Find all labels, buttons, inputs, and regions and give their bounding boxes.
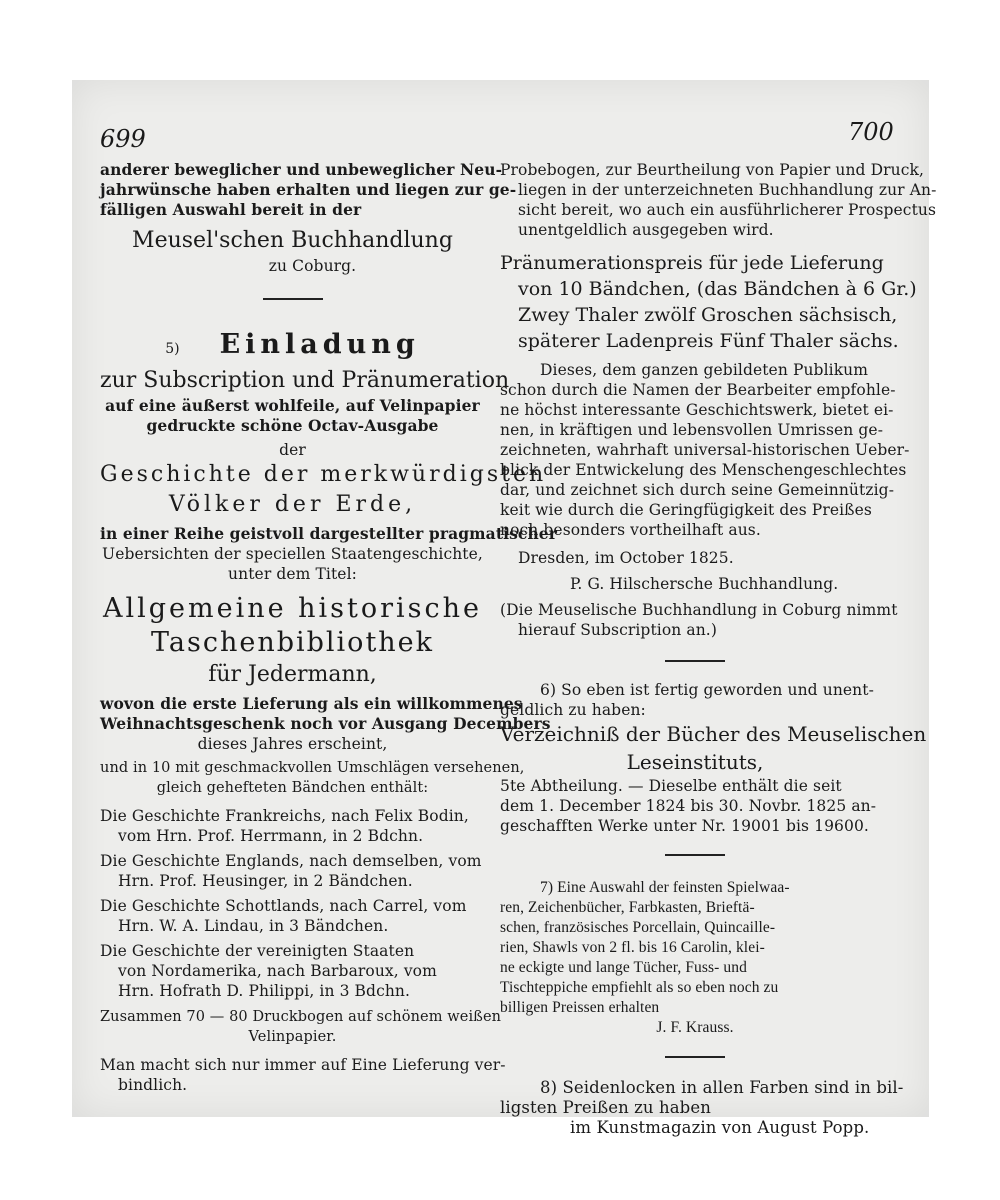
text-line: Probebogen, zur Beurtheilung von Papier und Druck, — [500, 161, 924, 179]
catalog-title-line-2: Leseinstituts, — [626, 750, 764, 774]
page-number-left: 699 — [100, 125, 146, 153]
section-title: Einladung — [219, 329, 420, 360]
subtitle: zur Subscription und Pränumeration — [100, 368, 510, 393]
text-line: Weihnachtsgeschenk noch vor Ausgang Decembers — [100, 714, 551, 733]
work-title-line-2: Völker der Erde, — [168, 492, 417, 517]
text-line: von Nordamerika, nach Barbaroux, vom — [118, 962, 437, 980]
text-line: noch besonders vortheilhaft aus. — [500, 521, 761, 539]
text-line: keit wie durch die Geringfügigkeit des Preißes — [500, 501, 872, 519]
text-line: ligsten Preißen zu haben — [500, 1098, 711, 1117]
text-line: blick der Entwickelung des Menschengeschlechtes — [500, 461, 907, 479]
text-line: nen, in kräftigen und lebensvollen Umrissen ge- — [500, 421, 884, 439]
list-item — [100, 806, 485, 846]
catalog-title-line-1: Verzeichniß der Bücher des Meuselischen — [500, 722, 927, 746]
text-line: wovon die erste Lieferung als ein willkommenes — [100, 694, 523, 713]
text-line: auf eine äußerst wohlfeile, auf Velinpapier — [105, 396, 480, 415]
divider — [665, 660, 725, 662]
text-line: unter dem Titel: — [228, 565, 357, 583]
text-line: Die Geschichte der vereinigten Staaten — [100, 942, 415, 960]
divider — [665, 1056, 725, 1058]
text-line: Velinpapier. — [248, 1029, 337, 1045]
item-8-shop: im Kunstmagazin von August Popp. — [570, 1118, 870, 1137]
list-item — [100, 896, 485, 936]
text-line: schen, französisches Porcellain, Quincaille- — [500, 919, 776, 936]
text-line: anderer beweglicher und unbeweglicher Neu- — [100, 160, 503, 179]
right-column — [500, 160, 937, 1138]
text-line: Zwey Thaler zwölf Groschen sächsisch, — [518, 304, 898, 326]
dateline: Dresden, im October 1825. — [518, 549, 734, 567]
text-line: Zusammen 70 — 80 Druckbogen auf schönem weißen — [100, 1009, 502, 1025]
left-column — [100, 160, 558, 1095]
text-line: Tischteppiche empfiehlt als so eben noch zu — [500, 979, 779, 996]
text-line: Man macht sich nur immer auf Eine Lieferung ver- — [100, 1056, 506, 1074]
der-label: der — [279, 441, 306, 459]
text-line: Uebersichten der speciellen Staatengeschichte, — [102, 545, 483, 563]
text-line: von 10 Bändchen, (das Bändchen à 6 Gr.) — [518, 278, 917, 300]
text-line: fälligen Auswahl bereit in der — [100, 200, 362, 219]
text-line: ren, Zeichenbücher, Farbkasten, Brieftä- — [500, 899, 755, 916]
text-line: 6) So eben ist fertig geworden und unent- — [540, 681, 874, 699]
text-line: gedruckte schöne Octav-Ausgabe — [146, 416, 439, 435]
text-line: hierauf Subscription an.) — [518, 621, 717, 639]
text-line: Die Geschichte Schottlands, nach Carrel, vom — [100, 897, 467, 915]
text-line: billigen Preissen erhalten — [500, 999, 660, 1016]
text-line: (Die Meuselische Buchhandlung in Coburg nimmt — [500, 601, 898, 619]
text-line: dieses Jahres erscheint, — [197, 735, 388, 753]
publisher-signature: P. G. Hilschersche Buchhandlung. — [570, 575, 839, 593]
text-line: bindlich. — [118, 1076, 188, 1094]
text-line: jahrwünsche haben erhalten und liegen zur ge- — [100, 180, 517, 199]
text-line: gleich gehefteten Bändchen enthält: — [156, 780, 429, 796]
text-line: in einer Reihe geistvoll dargestellter pragmatischer — [100, 524, 558, 543]
sample-paragraph — [500, 160, 937, 240]
text-line: ne eckigte und lange Tücher, Fuss- und — [500, 959, 747, 976]
shop-city: zu Coburg. — [268, 257, 357, 275]
main-title-line-2: Taschenbibliothek — [150, 627, 435, 658]
text-line: Die Geschichte Englands, nach demselben, vom — [100, 852, 482, 870]
main-title-line-3: für Jedermann, — [208, 662, 377, 687]
text-line: Pränumerationspreis für jede Lieferung — [500, 252, 884, 274]
text-line: späterer Ladenpreis Fünf Thaler sächs. — [518, 330, 899, 352]
text-line: sicht bereit, wo auch ein ausführlicherer Prospectus — [518, 201, 937, 219]
page-number-right: 700 — [848, 118, 894, 146]
text-line: Hrn. W. A. Lindau, in 3 Bändchen. — [118, 917, 389, 935]
work-title-line-1: Geschichte der merkwürdigsten — [100, 462, 547, 487]
text-line: Hrn. Hofrath D. Philippi, in 3 Bdchn. — [118, 982, 411, 1000]
shop-name: Meusel'schen Buchhandlung — [132, 228, 453, 253]
divider — [665, 854, 725, 856]
text-line: unentgeldlich ausgegeben wird. — [518, 221, 774, 239]
section-number: 5) — [165, 341, 180, 357]
text-line: und in 10 mit geschmackvollen Umschlägen versehenen, — [100, 760, 525, 776]
text-line: Dieses, dem ganzen gebildeten Publikum — [540, 361, 869, 379]
text-line: 7) Eine Auswahl der feinsten Spielwaa- — [540, 879, 790, 896]
text-line: vom Hrn. Prof. Herrmann, in 2 Bdchn. — [118, 827, 424, 845]
intro-paragraph — [100, 160, 517, 220]
text-line: zeichneten, wahrhaft universal-historischen Ueber- — [500, 441, 910, 459]
section-heading — [100, 328, 485, 366]
recommendation-paragraph — [500, 360, 910, 540]
volume-list — [100, 806, 485, 1001]
text-line: schon durch die Namen der Bearbeiter empfohle- — [500, 381, 896, 399]
main-title-line-1: Allgemeine historische — [102, 593, 483, 624]
item-7-signature: J. F. Krauss. — [656, 1019, 734, 1036]
text-line: 8) Seidenlocken in allen Farben sind in bil- — [540, 1078, 904, 1097]
text-line: Die Geschichte Frankreichs, nach Felix Bodin, — [100, 807, 469, 825]
list-item — [100, 851, 485, 891]
price-block — [500, 250, 917, 354]
text-line: geldlich zu haben: — [500, 701, 646, 719]
text-line: geschafften Werke unter Nr. 19001 bis 19600. — [500, 817, 869, 835]
text-line: rien, Shawls von 2 fl. bis 16 Carolin, klei- — [500, 939, 765, 956]
text-line: liegen in der unterzeichneten Buchhandlung zur An- — [518, 181, 937, 199]
item-7-paragraph — [500, 878, 890, 1038]
text-line: ne höchst interessante Geschichtswerk, bietet ei- — [500, 401, 894, 419]
text-line: dem 1. December 1824 bis 30. Novbr. 1825 an- — [500, 797, 877, 815]
list-item — [100, 941, 485, 1001]
divider — [263, 298, 323, 300]
text-line: 5te Abtheilung. — Dieselbe enthält die seit — [500, 777, 842, 795]
text-line: dar, und zeichnet sich durch seine Gemeinnützig- — [500, 481, 895, 499]
text-line: Hrn. Prof. Heusinger, in 2 Bändchen. — [118, 872, 413, 890]
